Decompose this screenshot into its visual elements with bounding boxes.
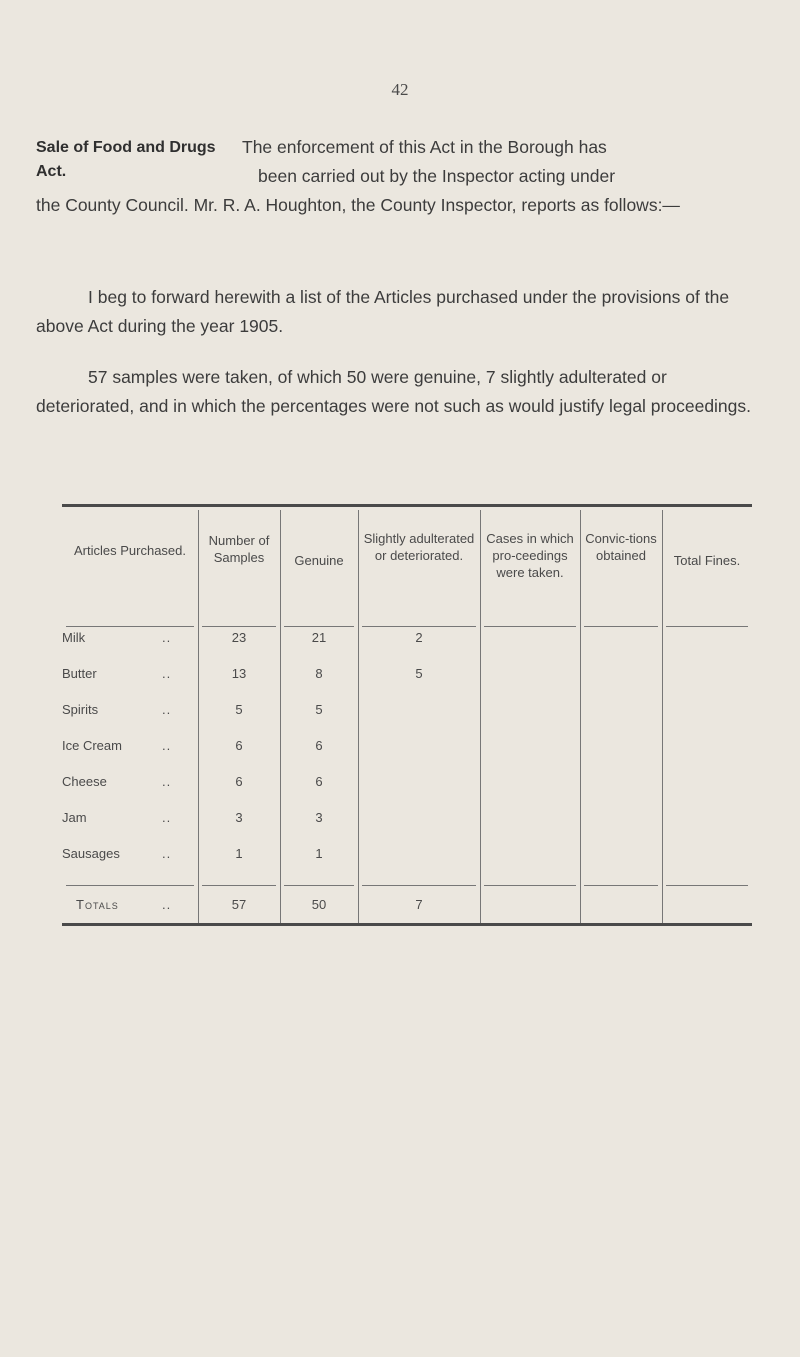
header-underline [66, 626, 194, 627]
table-row-article [62, 666, 192, 681]
table-cell-samples: 23 [231, 630, 247, 645]
table-row-article [62, 774, 192, 789]
header-articles: Articles Purchased. [74, 543, 186, 558]
table-cell-genuine: 21 [311, 630, 327, 645]
table-cell-genuine: 1 [315, 846, 323, 861]
column-rule [480, 510, 481, 924]
header-fines: Total Fines. [673, 553, 741, 568]
paragraph-summary: 57 samples were taken, of which 50 were genuine, 7 slightly adulterated or deteriorated, and in which the percentages were not such as would justify legal proceedings. [36, 367, 752, 416]
table-cell-samples: 5 [235, 702, 243, 717]
leader-dots: .. [162, 738, 172, 753]
column-rule [580, 510, 581, 924]
column-rule [358, 510, 359, 924]
leader-dots: .. [162, 630, 172, 645]
header-underline [666, 626, 748, 627]
totals-cell-samples: 57 [231, 897, 247, 912]
totals-rule [66, 885, 194, 886]
article-name: Cheese [62, 774, 107, 789]
paragraph-intro-rest: the County Council. Mr. R. A. Houghton, the County Inspector, reports as follows:— [36, 195, 680, 215]
paragraph-intro [36, 133, 766, 220]
column-rule [662, 510, 663, 924]
table-row-article [62, 810, 192, 825]
paragraph-intro-line2: been carried out by the Inspector acting under [258, 166, 616, 186]
column-rule [280, 510, 281, 924]
article-name: Spirits [62, 702, 99, 717]
header-underline [202, 626, 276, 627]
article-name: Butter [62, 666, 97, 681]
leader-dots: .. [162, 666, 172, 681]
totals-label-cell [62, 897, 192, 912]
leader-dots: .. [162, 897, 172, 912]
header-convictions: Convic-tions obtained [585, 531, 657, 563]
totals-label: Totals [76, 897, 119, 912]
leader-dots: .. [162, 810, 172, 825]
header-cases: Cases in which pro-ceedings were taken. [486, 531, 574, 580]
totals-rule [284, 885, 354, 886]
table-cell-genuine: 8 [315, 666, 323, 681]
header-underline [584, 626, 658, 627]
table-cell-adulterated: 2 [415, 630, 423, 645]
header-underline [484, 626, 576, 627]
leader-dots: .. [162, 702, 172, 717]
paragraph-letter: I beg to forward herewith a list of the Articles purchased under the provisions of the above Act during the year 1905. [36, 287, 730, 336]
column-rule [198, 510, 199, 924]
totals-cell-adulterated: 7 [415, 897, 423, 912]
table-top-rule [62, 504, 752, 507]
header-genuine: Genuine [294, 553, 344, 568]
table-cell-samples: 6 [235, 738, 243, 753]
article-name: Milk [62, 630, 86, 645]
article-name: Ice Cream [62, 738, 122, 753]
table-cell-samples: 1 [235, 846, 243, 861]
side-heading: Sale of Food and Drugs Act. [36, 139, 216, 180]
article-name: Jam [62, 810, 87, 825]
header-underline [362, 626, 476, 627]
table-cell-genuine: 3 [315, 810, 323, 825]
leader-dots: .. [162, 846, 172, 861]
article-name: Sausages [62, 846, 120, 861]
page-number: 42 [391, 80, 409, 99]
table-row-article [62, 738, 192, 753]
table-cell-genuine: 6 [315, 774, 323, 789]
totals-rule [362, 885, 476, 886]
table-row-article [62, 702, 192, 717]
totals-rule [584, 885, 658, 886]
header-adulterated: Slightly adulterated or deteriorated. [363, 531, 475, 563]
table-cell-adulterated: 5 [415, 666, 423, 681]
paragraph-intro-line1: The enforcement of this Act in the Borough has [242, 137, 607, 157]
totals-rule [666, 885, 748, 886]
table-cell-genuine: 5 [315, 702, 323, 717]
header-samples: Number of Samples [208, 533, 270, 565]
totals-rule [202, 885, 276, 886]
totals-rule [484, 885, 576, 886]
leader-dots: .. [162, 774, 172, 789]
table-cell-samples: 13 [231, 666, 247, 681]
totals-cell-genuine: 50 [311, 897, 327, 912]
table-bottom-rule [62, 923, 752, 926]
table-cell-samples: 6 [235, 774, 243, 789]
table-cell-genuine: 6 [315, 738, 323, 753]
header-underline [284, 626, 354, 627]
table-cell-samples: 3 [235, 810, 243, 825]
table-row-article [62, 630, 192, 645]
table-row-article [62, 846, 192, 861]
